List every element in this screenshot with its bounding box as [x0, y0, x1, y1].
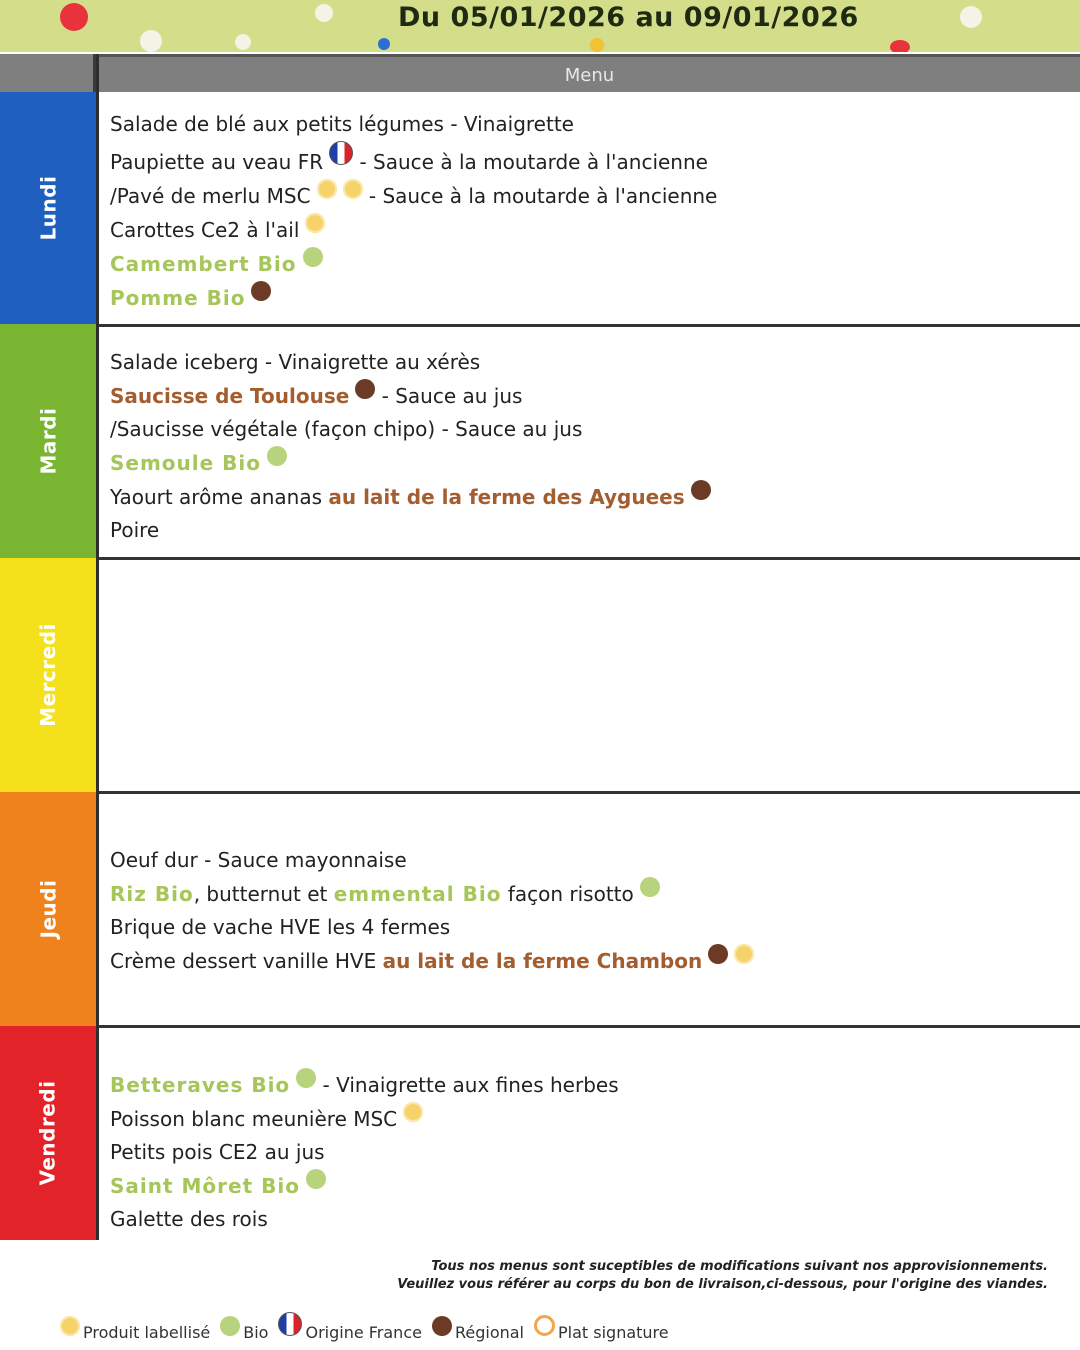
menu-item-text: Poire	[110, 518, 160, 542]
legend-label: Plat signature	[558, 1323, 669, 1342]
day-label-mercredi: Mercredi	[0, 558, 96, 792]
label-icon	[305, 213, 325, 233]
signature-icon	[534, 1315, 555, 1336]
confetti-dot	[235, 34, 251, 50]
menu-item-text: Semoule Bio	[110, 451, 262, 475]
menu-item	[110, 1068, 1080, 1102]
menu-item-text: Brique de vache HVE les 4 fermes	[110, 915, 451, 939]
legend-item	[60, 1316, 210, 1342]
label-icon	[60, 1316, 80, 1336]
menu-item	[110, 944, 1080, 978]
menu-item-text: - Sauce à la moutarde à l'ancienne	[362, 184, 718, 208]
menu-item	[110, 480, 1080, 514]
menu-item	[110, 379, 1080, 413]
menu-item	[110, 413, 1080, 446]
menu-item-text: Saucisse de Toulouse	[110, 384, 350, 408]
bio-icon	[640, 877, 660, 897]
menu-item-text: Betteraves Bio	[110, 1073, 291, 1097]
menu-item	[110, 346, 1080, 379]
label-icon	[403, 1102, 423, 1122]
legend-label: Origine France	[305, 1323, 422, 1342]
day-label-vendredi: Vendredi	[0, 1026, 96, 1240]
legend-item	[432, 1316, 524, 1342]
menu-item-text: /Pavé de merlu MSC	[110, 184, 311, 208]
menu-item-text: Crème dessert vanille HVE	[110, 949, 383, 973]
menu-item	[110, 446, 1080, 480]
regional-icon	[691, 480, 711, 500]
menu-item-text: - Vinaigrette aux fines herbes	[316, 1073, 619, 1097]
menu-item-text: - Sauce au jus	[375, 384, 523, 408]
flag-fr-icon	[329, 141, 353, 165]
menu-item	[110, 1102, 1080, 1136]
menu-item	[110, 179, 1080, 213]
disclaimer-line-1: Tous nos menus sont suceptibles de modifications suivant nos approvisionnements.	[431, 1259, 1048, 1274]
day-menu-vendredi	[99, 1028, 1080, 1241]
header-banner	[0, 0, 1080, 52]
disclaimer-line-2: Veuillez vous référer au corps du bon de livraison,ci-dessous, pour l'origine des viandes.	[397, 1277, 1048, 1292]
menu-item	[110, 1169, 1080, 1203]
day-menu-mardi	[99, 327, 1080, 560]
menu-item	[110, 1203, 1080, 1236]
menu-item-text: Galette des rois	[110, 1207, 268, 1231]
menu-item	[110, 844, 1080, 877]
menu-item-text: Saint Môret Bio	[110, 1174, 300, 1198]
menu-item	[110, 213, 1080, 247]
legend-label: Bio	[243, 1323, 269, 1342]
regional-icon	[708, 944, 728, 964]
menu-item	[110, 281, 1080, 315]
confetti-dot	[590, 38, 604, 52]
menu-column-header: Menu	[99, 54, 1080, 92]
confetti-dot	[315, 4, 333, 22]
menu-item-text: Salade de blé aux petits légumes - Vinaigrette	[110, 112, 574, 136]
menu-item-text: Yaourt arôme ananas	[110, 485, 329, 509]
legend-label: Régional	[454, 1323, 524, 1342]
menu-item	[110, 141, 1080, 179]
label-icon	[734, 944, 754, 964]
day-label-mardi: Mardi	[0, 324, 96, 558]
legend-item	[534, 1315, 669, 1342]
day-menu-mercredi	[99, 560, 1080, 794]
date-range-title: Du 05/01/2026 au 09/01/2026	[398, 2, 859, 33]
legend-item	[278, 1312, 422, 1342]
confetti-dot	[890, 40, 910, 52]
bio-icon	[303, 247, 323, 267]
bio-icon	[296, 1068, 316, 1088]
menu-item-text: Carottes Ce2 à l'ail	[110, 218, 300, 242]
menu-item	[110, 911, 1080, 944]
legend-item	[220, 1316, 268, 1342]
menu-item-text: façon risotto	[501, 882, 634, 906]
menu-item-text: Paupiette au veau FR	[110, 150, 324, 174]
confetti-dot	[960, 6, 982, 28]
menu-item-text: Petits pois CE2 au jus	[110, 1140, 325, 1164]
confetti-dot	[60, 3, 88, 31]
menu-item	[110, 1136, 1080, 1169]
menu-item-text: Pomme Bio	[110, 286, 246, 310]
day-label-lundi: Lundi	[0, 92, 96, 324]
menu-item	[110, 877, 1080, 911]
bio-icon	[306, 1169, 326, 1189]
menu-item-text: Oeuf dur - Sauce mayonnaise	[110, 848, 407, 872]
menu-item-text: Riz Bio	[110, 882, 194, 906]
icon-legend	[60, 1312, 679, 1342]
day-label-jeudi: Jeudi	[0, 792, 96, 1026]
menu-item-text: /Saucisse végétale (façon chipo) - Sauce au jus	[110, 417, 583, 441]
regional-icon	[355, 379, 375, 399]
menu-item-text: Camembert Bio	[110, 252, 297, 276]
bio-icon	[220, 1316, 240, 1336]
regional-icon	[251, 281, 271, 301]
label-icon	[317, 179, 337, 199]
flag-fr-icon	[278, 1312, 302, 1336]
menu-item-text: Poisson blanc meunière MSC	[110, 1107, 398, 1131]
menu-item-text: au lait de la ferme Chambon	[382, 949, 703, 973]
menu-item-text: emmental Bio	[333, 882, 502, 906]
day-menu-jeudi	[99, 794, 1080, 1028]
bio-icon	[267, 446, 287, 466]
menu-item-text: - Sauce à la moutarde à l'ancienne	[353, 150, 708, 174]
regional-icon	[432, 1316, 452, 1336]
header-corner	[0, 54, 96, 92]
menu-item	[110, 514, 1080, 547]
menu-item	[110, 247, 1080, 281]
label-icon	[343, 179, 363, 199]
menu-item	[110, 108, 1080, 141]
day-menu-lundi	[99, 92, 1080, 327]
menu-item-text: Salade iceberg - Vinaigrette au xérès	[110, 350, 481, 374]
menu-item-text: au lait de la ferme des Ayguees	[328, 485, 685, 509]
confetti-dot	[140, 30, 162, 52]
confetti-dot	[378, 38, 390, 50]
legend-label: Produit labellisé	[83, 1323, 211, 1342]
menu-item-text: , butternut et	[193, 882, 334, 906]
